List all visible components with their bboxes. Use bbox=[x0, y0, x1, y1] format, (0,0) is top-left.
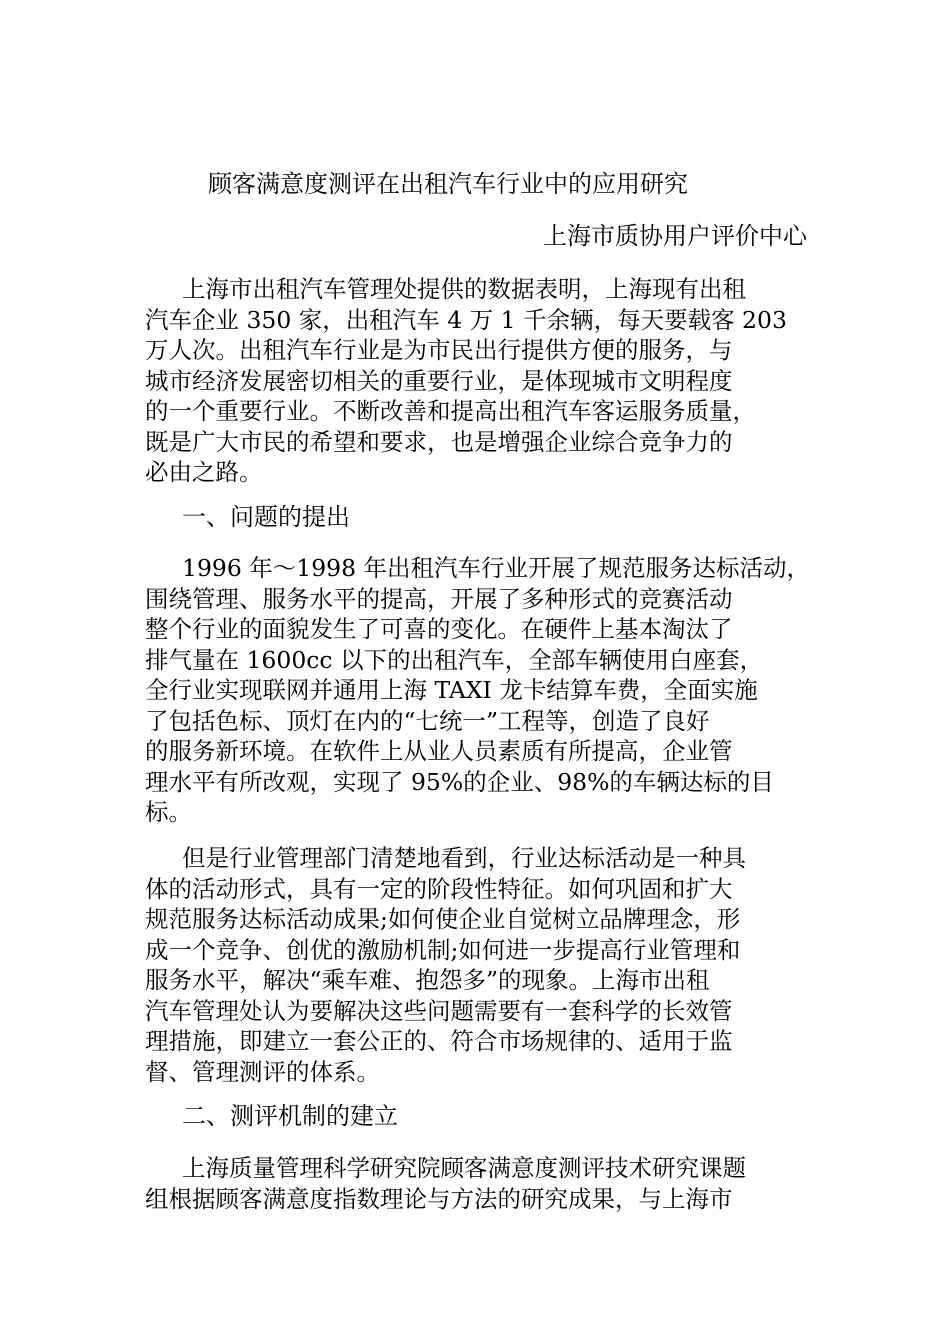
text-line: 理水平有所改观，实现了 95%的企业、98%的车辆达标的目 bbox=[145, 767, 774, 796]
text-line: 但是行业管理部门清楚地看到，行业达标活动是一种具 bbox=[182, 844, 746, 872]
document-title: 顾客满意度测评在出租汽车行业中的应用研究 bbox=[208, 170, 688, 198]
text-line: 万人次。出租汽车行业是为市民出行提供方便的服务，与 bbox=[145, 336, 733, 364]
text-line: 服务水平，解决“乘车难、抱怨多”的现象。上海市出租 bbox=[145, 966, 710, 994]
section-heading-2: 二、测评机制的建立 bbox=[182, 1102, 398, 1130]
text-line: 既是广大市民的希望和要求，也是增强企业综合竞争力的 bbox=[145, 427, 733, 456]
author-organization: 上海市质协用户评价中心 bbox=[543, 222, 807, 250]
text-line: 排气量在 1600cc 以下的出租汽车，全部车辆使用白座套， bbox=[145, 645, 764, 674]
text-line: 汽车管理处认为要解决这些问题需要有一套科学的长效管 bbox=[145, 996, 733, 1025]
text-line: 理措施，即建立一套公正的、符合市场规律的、适用于监 bbox=[145, 1027, 733, 1055]
text-line: 的服务新环境。在软件上从业人员素质有所提高，企业管 bbox=[145, 737, 733, 765]
text-line: 上海质量管理科学研究院顾客满意度测评技术研究课题 bbox=[182, 1154, 746, 1182]
text-line: 1996 年～1998 年出租汽车行业开展了规范服务达标活动， bbox=[182, 554, 811, 582]
text-line: 了包括色标、顶灯在内的“七统一”工程等，创造了良好 bbox=[145, 706, 710, 735]
paragraph-intro bbox=[145, 274, 815, 488]
section-heading-1: 一、问题的提出 bbox=[182, 503, 350, 531]
text-line: 体的活动形式，具有一定的阶段性特征。如何巩固和扩大 bbox=[145, 874, 733, 903]
paragraph-issues bbox=[145, 843, 815, 1087]
text-line: 组根据顾客满意度指数理论与方法的研究成果，与上海市 bbox=[145, 1184, 733, 1213]
text-line: 的一个重要行业。不断改善和提高出租汽车客运服务质量， bbox=[145, 397, 756, 425]
text-line: 全行业实现联网并通用上海 TAXI 龙卡结算车费，全面实施 bbox=[145, 676, 758, 704]
text-line: 汽车企业 350 家，出租汽车 4 万 1 千余辆，每天要载客 203 bbox=[145, 305, 787, 334]
text-line: 整个行业的面貌发生了可喜的变化。在硬件上基本淘汰了 bbox=[145, 615, 733, 643]
text-line: 城市经济发展密切相关的重要行业，是体现城市文明程度 bbox=[145, 366, 733, 395]
text-line: 成一个竞争、创优的激励机制;如何进一步提高行业管理和 bbox=[145, 935, 741, 964]
text-line: 上海市出租汽车管理处提供的数据表明，上海现有出租 bbox=[182, 275, 746, 303]
text-line: 规范服务达标活动成果;如何使企业自觉树立品牌理念，形 bbox=[145, 905, 741, 933]
text-line: 督、管理测评的体系。 bbox=[145, 1057, 380, 1086]
text-line: 标。 bbox=[145, 798, 192, 826]
paragraph-problem bbox=[145, 553, 815, 828]
paragraph-mechanism bbox=[145, 1153, 815, 1214]
text-line: 必由之路。 bbox=[145, 458, 263, 486]
text-line: 围绕管理、服务水平的提高，开展了多种形式的竞赛活动 bbox=[145, 584, 733, 613]
